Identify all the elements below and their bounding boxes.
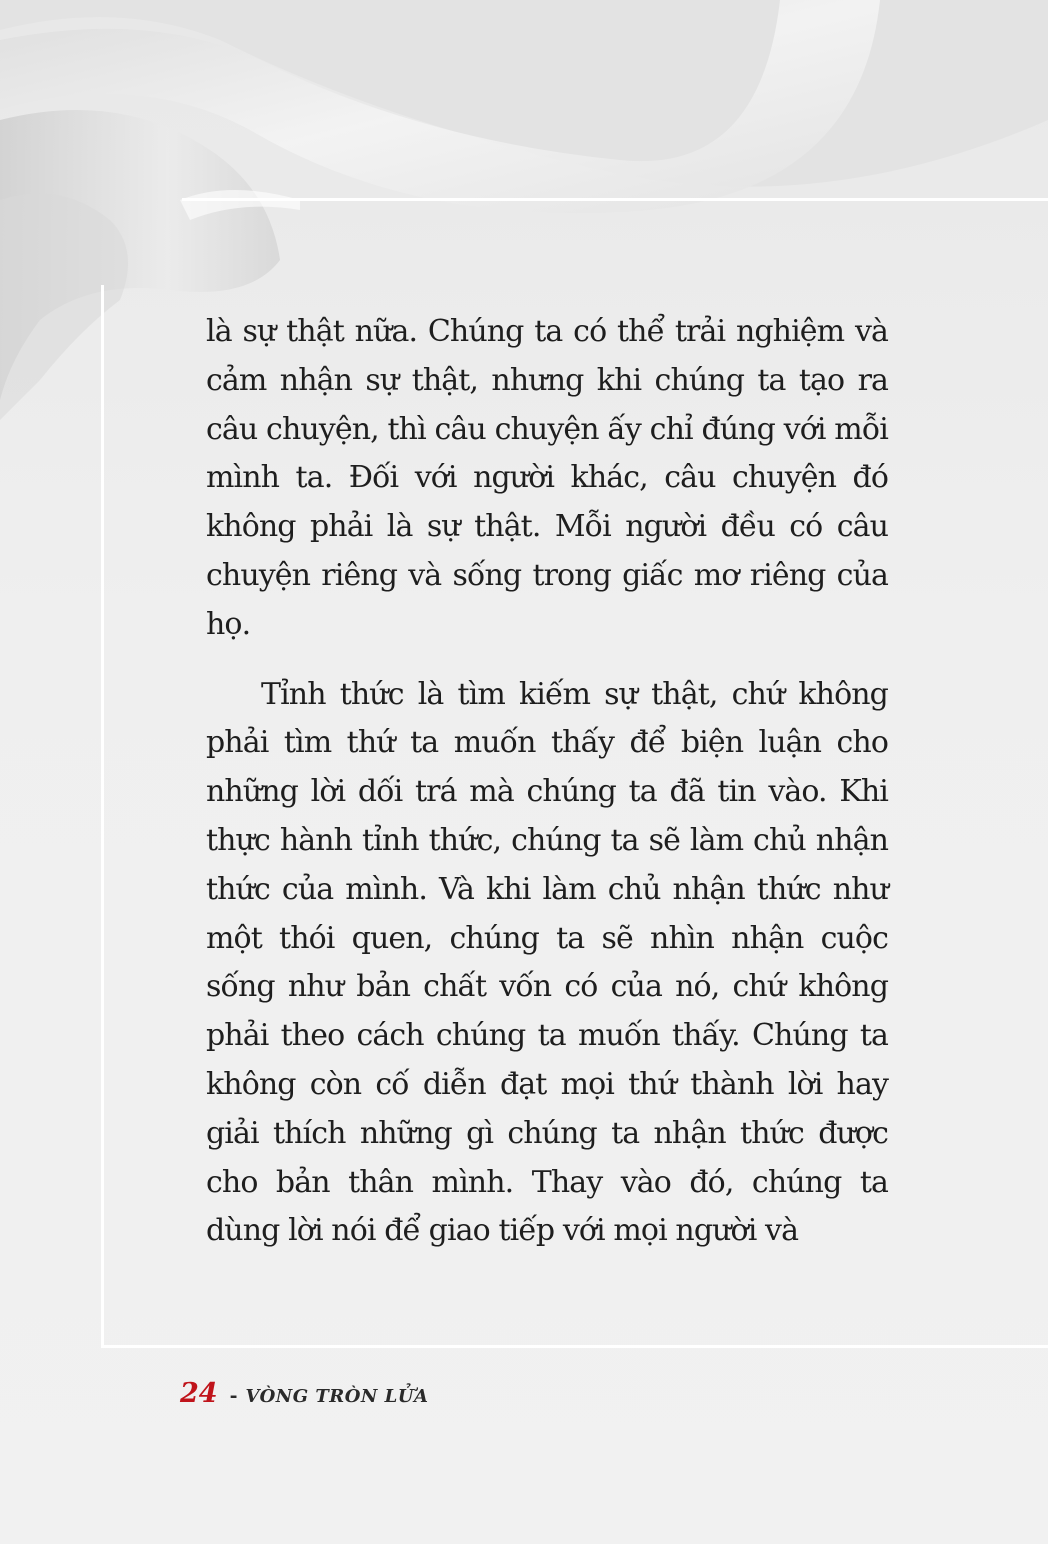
frame-left-line bbox=[101, 285, 104, 1348]
page-content bbox=[206, 308, 888, 1256]
paragraph-continuation: là sự thật nữa. Chúng ta có thể trải nghiệm và cảm nhận sự thật, nhưng khi chúng ta tạo ra câu chuyện, thì câu chuyện ấy chỉ đúng với mỗi mình ta. Đối với người khác, câu chuyện đó không phải là sự thật. Mỗi người đều có câu chuyện riêng và sống trong giấc mơ riêng của họ. bbox=[206, 314, 888, 642]
running-book-title: VÒNG TRÒN LỬA bbox=[245, 1386, 429, 1407]
paragraph-awareness: Tỉnh thức là tìm kiếm sự thật, chứ không phải tìm thứ ta muốn thấy để biện luận cho những lời dối trá mà chúng ta đã tin vào. Khi thực hành tỉnh thức, chúng ta sẽ làm chủ nhận thức của mình. Và khi làm chủ nhận thức như một thói quen, chúng ta sẽ nhìn nhận cuộc sống như bản chất vốn có của nó, chứ không phải theo cách chúng ta muốn thấy. Chúng ta không còn cố diễn đạt mọi thứ thành lời hay giải thích những gì chúng ta nhận thức được cho bản thân mình. Thay vào đó, chúng ta dùng lời nói để giao tiếp với mọi người và bbox=[206, 676, 888, 1249]
page-number: 24 bbox=[180, 1378, 218, 1409]
footer-separator: - bbox=[229, 1385, 238, 1407]
frame-bottom-line bbox=[101, 1345, 1048, 1348]
frame-top-line bbox=[182, 198, 1048, 201]
page-footer bbox=[180, 1378, 428, 1418]
